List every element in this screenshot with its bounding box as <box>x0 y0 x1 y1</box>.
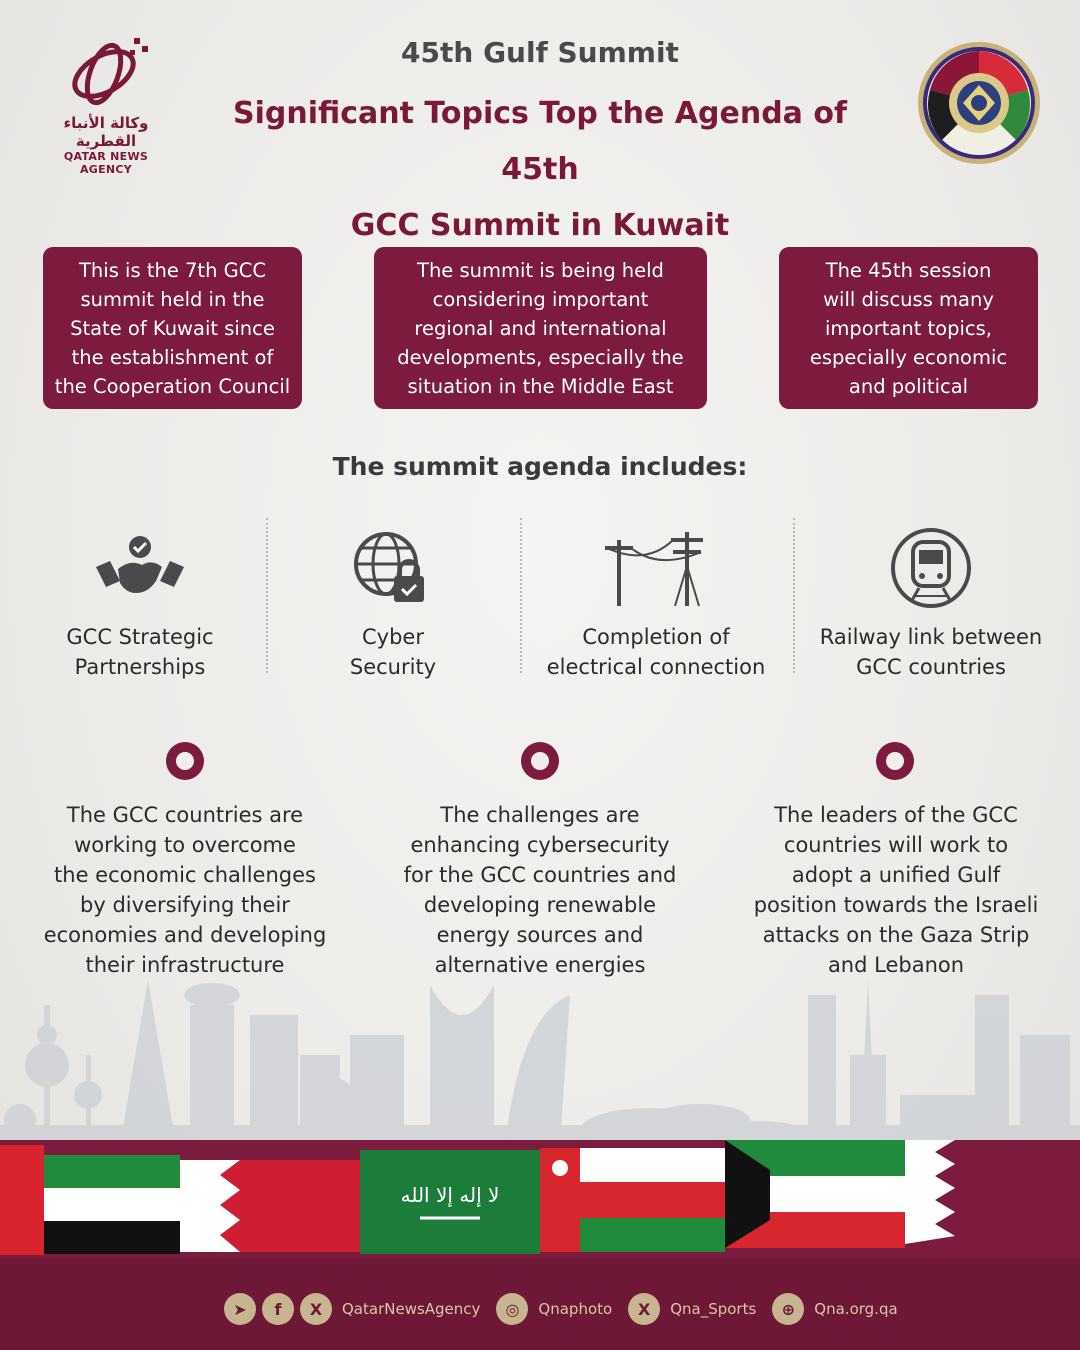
fact-2-line: considering important <box>432 287 649 311</box>
svg-text:لا إله إلا الله: لا إله إلا الله <box>400 1183 500 1207</box>
handle-qnaphoto[interactable]: Qnaphoto <box>538 1300 613 1318</box>
challenge-line: adopt a unified Gulf <box>791 863 1001 887</box>
gcc-summit-seal-icon <box>916 40 1042 166</box>
challenge-bullet-icon <box>876 742 914 780</box>
challenge-line: for the GCC countries and <box>403 863 677 887</box>
challenge-line: by diversifying their <box>80 893 290 917</box>
uae-flag-icon <box>0 1145 180 1255</box>
challenge-text-1 <box>30 800 340 980</box>
agenda-item-label: electrical connection <box>546 655 766 679</box>
fact-1-line: This is the 7th GCC <box>79 258 266 282</box>
fact-3-line: and political <box>848 374 969 398</box>
agenda-item-label: Railway link between <box>819 625 1043 649</box>
facebook-icon[interactable]: f <box>262 1293 294 1325</box>
challenge-line: The challenges are <box>440 803 640 827</box>
gcc-flags-banner <box>0 1140 1080 1260</box>
agenda-item-electrical <box>538 520 774 682</box>
bahrain-flag-icon <box>180 1160 360 1252</box>
handle-qatar-news-agency[interactable]: QatarNewsAgency <box>342 1300 481 1318</box>
x-icon[interactable]: X <box>300 1293 332 1325</box>
saudi-flag-icon <box>360 1150 540 1254</box>
challenge-line: economies and developing <box>43 923 327 947</box>
fact-1-line: summit held in the <box>80 287 265 311</box>
logo-english-text: QATAR NEWS AGENCY <box>63 150 149 176</box>
fact-3-line: important topics, <box>825 316 992 340</box>
handshake-icon <box>92 533 188 603</box>
fact-2-line: developments, especially the <box>397 345 684 369</box>
agenda-item-label: GCC countries <box>856 655 1006 679</box>
agenda-item-railway <box>808 520 1054 682</box>
x-icon[interactable]: X <box>628 1293 660 1325</box>
agenda-heading: The summit agenda includes: <box>332 452 748 481</box>
agenda-item-cyber <box>290 520 496 682</box>
challenge-line: The GCC countries are <box>66 803 304 827</box>
qatar-flag-icon <box>905 1140 1080 1244</box>
page-title <box>190 86 890 254</box>
gulf-skyline-illustration <box>0 975 1080 1165</box>
fact-1-line: the Cooperation Council <box>54 374 291 398</box>
challenge-bullet-icon <box>521 742 559 780</box>
title-line-2: GCC Summit in Kuwait <box>350 208 730 243</box>
agenda-item-label: Security <box>349 655 437 679</box>
fact-2-line: situation in the Middle East <box>407 374 674 398</box>
agenda-item-label: Partnerships <box>74 655 206 679</box>
telegram-icon[interactable]: ➤ <box>224 1293 256 1325</box>
challenge-line: energy sources and <box>436 923 644 947</box>
challenge-line: the economic challenges <box>54 863 316 887</box>
fact-box-3 <box>779 247 1038 409</box>
challenge-line: countries will work to <box>783 833 1009 857</box>
challenge-line: The leaders of the GCC <box>774 803 1018 827</box>
globe-icon[interactable]: ⊕ <box>772 1293 804 1325</box>
challenge-line: enhancing cybersecurity <box>410 833 670 857</box>
power-line-icon <box>601 526 711 610</box>
fact-2-line: regional and international <box>414 316 667 340</box>
agenda-item-label: GCC Strategic <box>66 625 214 649</box>
challenge-line: their infrastructure <box>85 953 285 977</box>
globe-lock-icon <box>348 528 438 608</box>
agenda-divider <box>266 518 268 673</box>
website-link[interactable]: Qna.org.qa <box>814 1300 898 1318</box>
kuwait-flag-icon <box>725 1140 905 1248</box>
instagram-icon[interactable]: ◎ <box>496 1293 528 1325</box>
kicker-title: 45th Gulf Summit <box>401 36 679 69</box>
challenge-line: and Lebanon <box>827 953 965 977</box>
title-line-1: Significant Topics Top the Agenda of 45th <box>232 96 848 187</box>
challenge-line: alternative energies <box>434 953 646 977</box>
challenge-text-2 <box>385 800 695 980</box>
challenge-bullet-icon <box>166 742 204 780</box>
oman-flag-icon <box>540 1148 725 1252</box>
logo-arabic-text: وكالة الأنباء القطرية <box>63 114 149 150</box>
challenge-line: attacks on the Gaza Strip <box>762 923 1030 947</box>
agenda-item-partnerships <box>30 520 250 682</box>
agenda-item-label: Completion of <box>582 625 730 649</box>
challenge-line: position towards the Israeli <box>753 893 1039 917</box>
fact-3-line: especially economic <box>809 345 1008 369</box>
fact-3-line: The 45th session <box>825 258 992 282</box>
social-links <box>224 1292 914 1326</box>
challenge-line: developing renewable <box>423 893 657 917</box>
agenda-item-label: Cyber <box>362 625 424 649</box>
challenge-text-3 <box>740 800 1052 980</box>
agenda-divider <box>520 518 522 673</box>
fact-box-2 <box>374 247 707 409</box>
fact-1-line: State of Kuwait since <box>70 316 275 340</box>
fact-box-1 <box>43 247 302 409</box>
fact-3-line: will discuss many <box>823 287 994 311</box>
fact-2-line: The summit is being held <box>417 258 664 282</box>
challenge-line: working to overcome <box>74 833 296 857</box>
handle-qna-sports[interactable]: Qna_Sports <box>670 1300 757 1318</box>
train-icon <box>889 526 973 610</box>
fact-1-line: the establishment of <box>71 345 274 369</box>
agenda-divider <box>793 518 795 673</box>
